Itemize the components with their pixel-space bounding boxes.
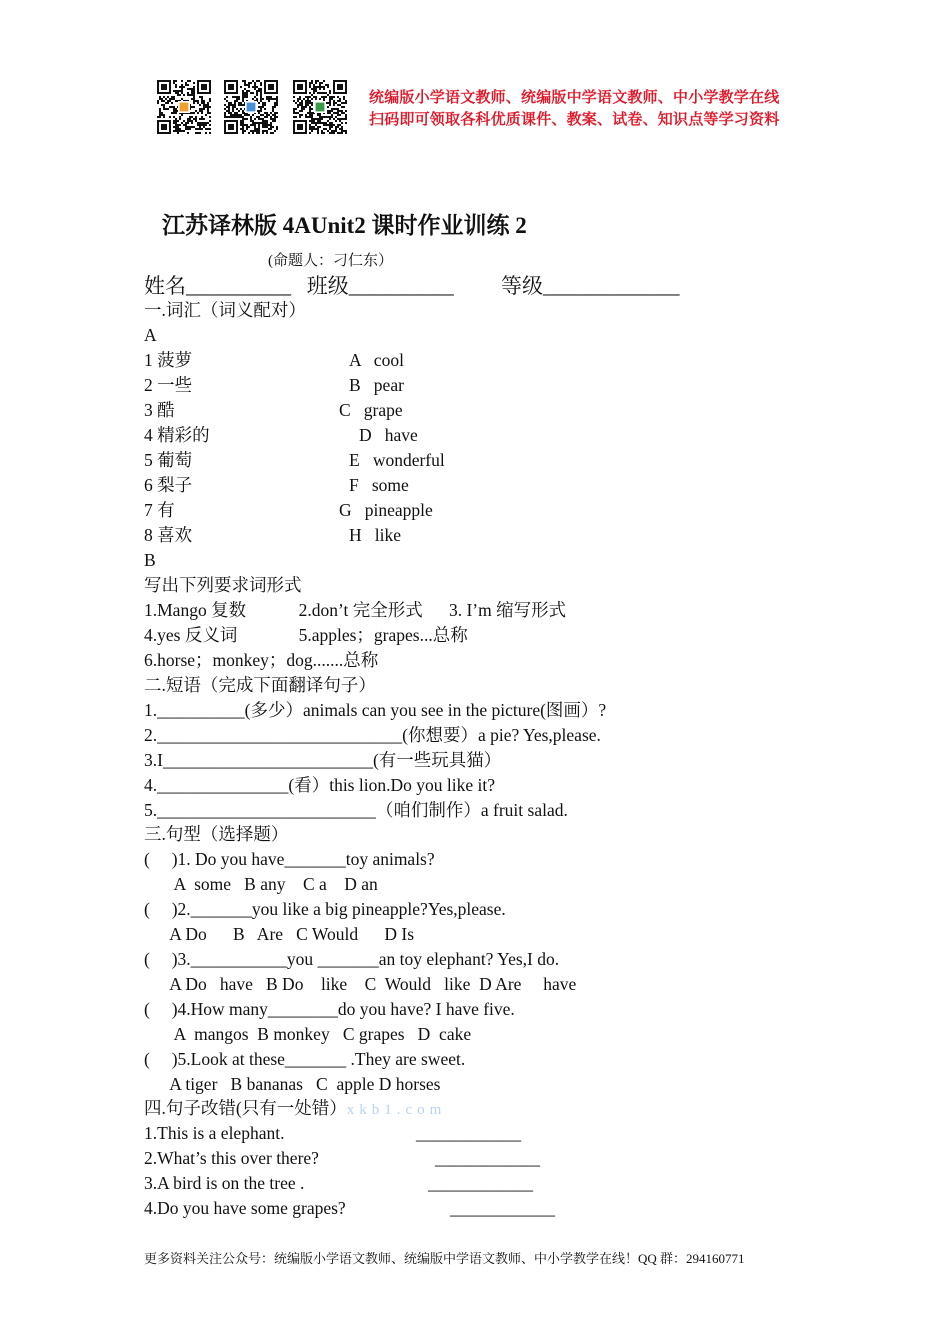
match-row xyxy=(144,499,433,521)
section2-heading: 二.短语（完成下面翻译句子） xyxy=(144,675,376,695)
correction-item xyxy=(144,1122,521,1144)
watermark: xkb1.com xyxy=(346,1102,447,1118)
word-form-line xyxy=(144,599,566,621)
match-left: 8 喜欢 xyxy=(144,525,193,545)
student-info-line: 姓名__________ 班级__________ 等级_____________ xyxy=(144,274,680,298)
section1-part-b-heading: 写出下列要求词形式 xyxy=(144,575,302,595)
section4-heading: 四.句子改错(只有一处错） xyxy=(144,1098,347,1118)
choice-question xyxy=(144,898,506,920)
section1-part-a-label: A xyxy=(144,325,157,345)
match-row xyxy=(144,349,404,371)
correction-blank: ____________ xyxy=(428,1173,533,1193)
choice-options-text: A Do B Are C Would D Is xyxy=(144,924,415,944)
match-right: E wonderful xyxy=(349,450,445,470)
match-right: F some xyxy=(349,475,409,495)
correction-sentence: 2.What’s this over there? xyxy=(144,1148,319,1168)
translation-text: 3.I________________________(有一些玩具猫） xyxy=(144,750,502,770)
match-left: 5 葡萄 xyxy=(144,450,193,470)
choice-options xyxy=(144,973,576,995)
choice-options-text: A Do have B Do like C Would like D Are have xyxy=(144,974,577,994)
choice-options xyxy=(144,873,378,895)
promo-banner xyxy=(369,86,779,130)
document-title: 江苏译林版 4AUnit2 课时作业训练 2 xyxy=(162,213,527,238)
promo-banner-line-2: 扫码即可领取各科优质课件、教案、试卷、知识点等学习资料 xyxy=(369,110,780,128)
translation-line xyxy=(144,699,606,721)
choice-question xyxy=(144,998,515,1020)
match-right: B pear xyxy=(349,375,404,395)
choice-question xyxy=(144,948,559,970)
translation-text: 5._________________________（咱们制作）a fruit salad. xyxy=(144,800,568,820)
footer-note: 更多资料关注公众号：统编版小学语文教师、统编版中学语文教师、中小学教学在线！QQ 群：294160771 xyxy=(144,1251,745,1266)
choice-options xyxy=(144,1023,471,1045)
translation-text: 1.__________(多少）animals can you see in the picture(图画）? xyxy=(144,700,607,720)
choice-options xyxy=(144,1073,440,1095)
match-row xyxy=(144,399,403,421)
qr-code-2 xyxy=(224,80,278,134)
choice-question-text: ( )1. Do you have_______toy animals? xyxy=(144,849,435,869)
choice-options xyxy=(144,923,414,945)
section1-part-b-label: B xyxy=(144,550,156,570)
translation-line xyxy=(144,749,501,771)
match-row xyxy=(144,374,404,396)
choice-question-text: ( )4.How many________do you have? I have five. xyxy=(144,999,515,1019)
match-left: 1 菠萝 xyxy=(144,350,193,370)
match-right: A cool xyxy=(349,350,404,370)
promo-banner-line-1: 统编版小学语文教师、统编版中学语文教师、中小学教学在线 xyxy=(369,88,780,106)
word-form-text: 6.horse；monkey；dog.......总称 xyxy=(144,650,379,670)
correction-blank: ____________ xyxy=(450,1198,555,1218)
match-row xyxy=(144,524,402,546)
match-right: C grape xyxy=(339,400,403,420)
word-form-text: 1.Mango 复数 2.don’t 完全形式 3. I’m 缩写形式 xyxy=(144,600,567,620)
correction-item xyxy=(144,1147,540,1169)
choice-options-text: A mangos B monkey C grapes D cake xyxy=(144,1024,472,1044)
choice-question xyxy=(144,1048,465,1070)
word-form-line xyxy=(144,624,468,646)
match-left: 4 精彩的 xyxy=(144,425,210,445)
choice-options-text: A some B any C a D an xyxy=(144,874,378,894)
match-row xyxy=(144,449,445,471)
document-author: (命题人：刁仁东） xyxy=(268,253,393,269)
word-form-text: 4.yes 反义词 5.apples；grapes...总称 xyxy=(144,625,468,645)
correction-sentence: 4.Do you have some grapes? xyxy=(144,1198,346,1218)
match-right: D have xyxy=(359,425,418,445)
correction-blank: ____________ xyxy=(416,1123,521,1143)
translation-text: 4._______________(看）this lion.Do you like it? xyxy=(144,775,495,795)
match-left: 3 酷 xyxy=(144,400,175,420)
grade-label: 等级 xyxy=(501,274,543,298)
translation-line xyxy=(144,774,495,796)
qr-code-3 xyxy=(293,80,347,134)
choice-question-text: ( )2._______you like a big pineapple?Yes,please. xyxy=(144,899,506,919)
match-left: 6 梨子 xyxy=(144,475,193,495)
match-left: 2 一些 xyxy=(144,375,193,395)
qr-code-1 xyxy=(157,80,211,134)
match-right: G pineapple xyxy=(339,500,433,520)
match-row xyxy=(144,474,409,496)
section1-heading: 一.词汇（词义配对） xyxy=(144,300,306,320)
correction-sentence: 1.This is a elephant. xyxy=(144,1123,285,1143)
correction-item xyxy=(144,1197,555,1219)
choice-options-text: A tiger B bananas C apple D horses xyxy=(144,1074,441,1094)
class-label: 班级 xyxy=(306,274,349,298)
section3-heading: 三.句型（选择题） xyxy=(144,824,289,844)
section4-heading-line xyxy=(144,1097,446,1121)
translation-line xyxy=(144,724,601,746)
correction-item xyxy=(144,1172,533,1194)
match-left: 7 有 xyxy=(144,500,175,520)
match-row xyxy=(144,424,418,446)
match-right: H like xyxy=(349,525,402,545)
choice-question-text: ( )5.Look at these_______ .They are sweet. xyxy=(144,1049,466,1069)
correction-sentence: 3.A bird is on the tree . xyxy=(144,1173,305,1193)
translation-line xyxy=(144,799,568,821)
choice-question xyxy=(144,848,435,870)
name-label: 姓名 xyxy=(144,274,186,298)
correction-blank: ____________ xyxy=(435,1148,540,1168)
translation-text: 2.____________________________(你想要）a pie? Yes,please. xyxy=(144,725,601,745)
word-form-line xyxy=(144,649,378,671)
choice-question-text: ( )3.___________you _______an toy elephant? Yes,I do. xyxy=(144,949,560,969)
